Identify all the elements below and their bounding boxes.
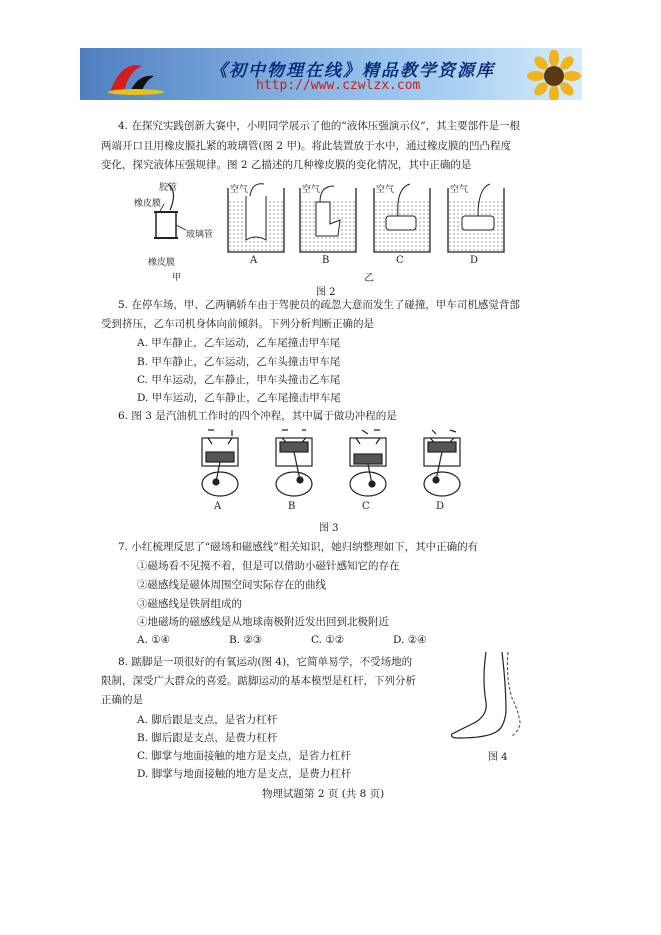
- q5-option-b: B. 甲车静止，乙车运动，乙车头撞击甲车尾: [137, 356, 341, 368]
- q8-line-1: 8. 踮脚是一项很好的有氧运动(图 4)，它简单易学，不受场地的: [118, 656, 413, 668]
- figure-2-yi-beakers: [224, 180, 514, 258]
- q8-option-a: A. 脚后跟是支点，是省力杠杆: [137, 714, 278, 726]
- label-jia: 甲: [172, 273, 182, 283]
- q5-line-2: 受到挤压，乙车司机身体向前倾斜。下列分析判断正确的是: [101, 318, 374, 330]
- q6-line-1: 6. 图 3 是汽油机工作时的四个冲程，其中属于做功冲程的是: [118, 410, 397, 422]
- q7-option-a: A. ①④: [137, 634, 171, 646]
- option-label-a: A: [250, 255, 258, 266]
- engine-label-d: D: [436, 501, 445, 512]
- label-membrane-bottom: 橡皮膜: [148, 258, 176, 268]
- option-label-c: C: [396, 255, 404, 266]
- q7-line-1: 7. 小红梳理反思了“磁场和磁感线”相关知识，她归纳整理如下，其中正确的有: [118, 541, 479, 553]
- air-label-a: 空气: [230, 185, 249, 195]
- option-label-b: B: [322, 255, 330, 266]
- site-logo: [102, 54, 172, 96]
- q8-option-b: B. 脚后跟是支点，是费力杠杆: [137, 732, 278, 744]
- sunflower-icon: [520, 50, 582, 100]
- figure-4-foot-diagram: [446, 650, 536, 746]
- q8-option-c: C. 脚掌与地面接触的地方是支点，是省力杠杆: [137, 750, 351, 762]
- q7-statement-1: ①磁场看不见摸不着，但是可以借助小磁针感知它的存在: [137, 560, 400, 572]
- banner-url[interactable]: http://www.czwlzx.com: [256, 78, 421, 93]
- q5-option-c: C. 甲车运动，乙车静止，甲车头撞击乙车尾: [137, 374, 341, 386]
- label-yi: 乙: [364, 273, 374, 284]
- figure-2-caption: 图 2: [316, 287, 336, 298]
- q7-statement-3: ③磁感线是铁屑组成的: [137, 598, 242, 610]
- q8-line-3: 正确的是: [101, 694, 143, 706]
- q7-option-b: B. ②③: [229, 634, 263, 646]
- engine-d: [424, 430, 460, 496]
- option-label-d: D: [470, 255, 479, 266]
- banner-title: 《初中物理在线》精品教学资源库: [210, 61, 495, 81]
- header-banner: [80, 48, 582, 100]
- q7-option-d: D. ②④: [393, 634, 427, 646]
- q8-line-2: 限制，深受广大群众的喜爱。踮脚运动的基本模型是杠杆，下列分析: [101, 675, 416, 687]
- engine-label-b: B: [288, 501, 296, 512]
- air-label-b: 空气: [302, 185, 321, 195]
- q4-line-3: 变化，探究液体压强规律。图 2 乙描述的几种橡皮膜的变化情况，其中正确的是: [101, 159, 472, 171]
- figure-3-engine-strokes: [188, 428, 478, 500]
- q5-option-a: A. 甲车静止，乙车运动，乙车尾撞击甲车尾: [137, 337, 341, 349]
- engine-label-c: C: [362, 501, 370, 512]
- q7-statement-4: ④地磁场的磁感线是从地球南极附近发出回到北极附近: [137, 616, 389, 628]
- q7-statement-2: ②磁感线是磁体周围空间实际存在的曲线: [137, 579, 326, 591]
- label-hose: 胶管: [159, 183, 178, 193]
- label-membrane-top: 橡皮膜: [134, 199, 162, 209]
- q5-line-1: 5. 在停车场，甲、乙两辆轿车由于驾驶员的疏忽大意而发生了碰撞，甲车司机感觉背部: [118, 299, 520, 311]
- engine-a: [202, 430, 238, 496]
- q4-line-1: 4. 在探究实践创新大赛中，小明同学展示了他的“液体压强演示仪”，其主要部件是一根: [118, 120, 521, 132]
- engine-label-a: A: [214, 501, 222, 512]
- page-footer: 物理试题第 2 页 (共 8 页): [262, 788, 385, 800]
- q4-line-2: 两端开口且用橡皮膜扎紧的玻璃管(图 2 甲)。将此装置放于水中，通过橡皮膜的凹凸程度: [101, 140, 512, 152]
- q5-option-d: D. 甲车运动，乙车静止，乙车尾撞击甲车尾: [137, 392, 341, 404]
- engine-c: [350, 430, 386, 496]
- air-label-c: 空气: [376, 185, 395, 195]
- beaker-b: [300, 186, 356, 252]
- q7-option-c: C. ①②: [311, 634, 345, 646]
- engine-b: [276, 430, 312, 496]
- air-label-d: 空气: [450, 185, 469, 195]
- label-glass-tube: 玻璃管: [186, 230, 214, 240]
- figure-3-caption: 图 3: [319, 523, 339, 534]
- figure-4-caption: 图 4: [488, 752, 508, 763]
- q8-option-d: D. 脚掌与地面接触的地方是支点，是费力杠杆: [137, 768, 352, 780]
